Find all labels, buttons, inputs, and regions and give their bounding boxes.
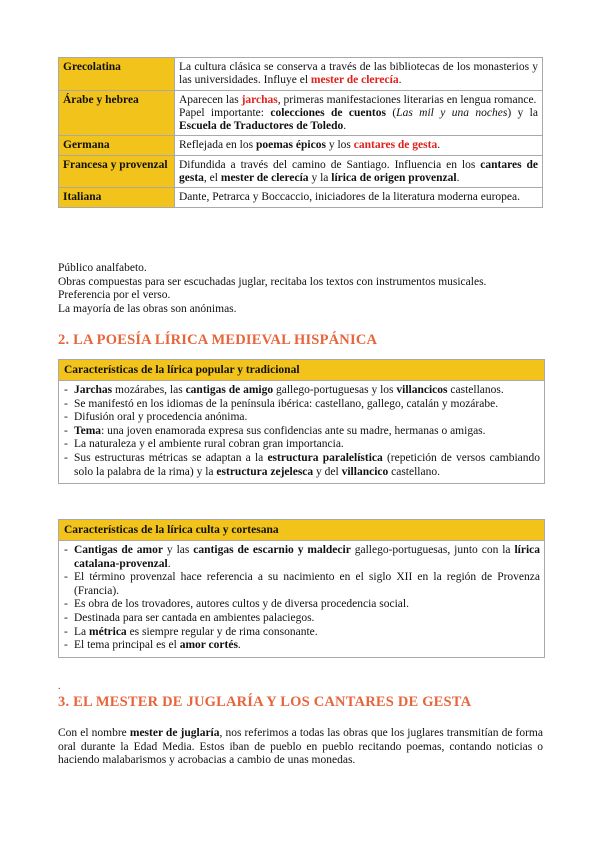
text-run: . bbox=[167, 557, 171, 570]
influence-name: Árabe y hebrea bbox=[59, 90, 175, 136]
text-run: El término provenzal hace referencia a su nacimiento en el siglo XII en la región de Provenza (Francia). bbox=[74, 571, 540, 597]
text-run: y la bbox=[308, 172, 332, 185]
influence-description bbox=[175, 188, 543, 207]
bold-term: estructura paralelística bbox=[267, 451, 383, 464]
text-run: mozárabes, las bbox=[112, 384, 186, 396]
text-run: La naturaleza y el ambiente rural cobran gran importancia. bbox=[74, 438, 344, 451]
text-run: , primeras manifestaciones literarias en lengua romance. bbox=[277, 93, 537, 106]
cult-lyric-list bbox=[59, 541, 544, 657]
notes-block bbox=[58, 262, 486, 316]
text-run: y los bbox=[325, 139, 354, 152]
text-run: . bbox=[398, 74, 402, 87]
note-line: Preferencia por el verso. bbox=[58, 289, 171, 301]
note-line: La mayoría de las obras son anónimas. bbox=[58, 302, 237, 315]
bold-term: Cantigas de amor bbox=[74, 544, 163, 556]
text-run: y del bbox=[313, 465, 342, 478]
text-run: Es obra de los trovadores, autores cultos y de diversa procedencia social. bbox=[74, 598, 409, 611]
text-run: . bbox=[456, 172, 460, 185]
text-run: , nos referimos a todas las obras que los juglares transmitían de forma oral durante la Edad Media. Estos iban de pueblo en pueblo recitando poemas, contando noticias o haciendo malabarismos y acrobacias a cambio de unas monedas. bbox=[58, 727, 543, 766]
highlight-term: mester de clerecía bbox=[310, 74, 399, 87]
text-run: Con el nombre bbox=[58, 727, 130, 739]
influence-row bbox=[59, 188, 543, 207]
bold-term: cantigas de escarnio y maldecir bbox=[193, 544, 351, 556]
bold-term: cantigas de amigo bbox=[185, 384, 274, 396]
influences-table bbox=[58, 57, 543, 208]
list-item bbox=[63, 544, 540, 571]
bold-term: lírica catalana-provenzal bbox=[74, 544, 541, 570]
bold-term: estructura zejelesca bbox=[216, 465, 314, 478]
text-run: ) y la bbox=[507, 106, 538, 119]
bold-term: colecciones de cuentos bbox=[270, 106, 386, 119]
list-item bbox=[63, 384, 540, 398]
bold-term: métrica bbox=[89, 625, 127, 638]
list-item bbox=[63, 571, 540, 598]
text-run: gallego-portuguesas, junto con la bbox=[350, 544, 515, 556]
text-run: : una joven enamorada expresa sus confidencias ante su madre, hermanas o amigas. bbox=[101, 424, 486, 437]
influence-row bbox=[59, 136, 543, 155]
text-run: ( bbox=[385, 106, 397, 119]
bold-term: lírica de origen provenzal bbox=[331, 172, 457, 185]
text-run: . bbox=[437, 139, 441, 152]
text-run: (repetición de versos cambiando solo la palabra de la rima) y la bbox=[74, 451, 541, 478]
note-line: Obras compuestas para ser escuchadas juglar, recitaba los textos con instrumentos musicales. bbox=[58, 275, 487, 288]
influence-row bbox=[59, 58, 543, 91]
section-3-paragraph bbox=[58, 727, 543, 768]
influence-row bbox=[59, 90, 543, 136]
popular-lyric-list bbox=[59, 381, 544, 483]
bold-term: Jarchas bbox=[74, 384, 113, 396]
influence-description bbox=[175, 90, 543, 136]
text-run: El tema principal es el bbox=[74, 639, 180, 652]
influence-name: Grecolatina bbox=[59, 58, 175, 91]
text-run: Papel importante: bbox=[179, 106, 271, 119]
text-run: , el bbox=[203, 172, 221, 185]
text-run: Reflejada en los bbox=[179, 139, 256, 152]
text-run: Sus estructuras métricas se adaptan a la bbox=[74, 451, 268, 464]
text-run: Dante, Petrarca y Boccaccio, iniciadores de la literatura moderna europea. bbox=[179, 191, 520, 204]
section-2-title: 2. LA POESÍA LÍRICA MEDIEVAL HISPÁNICA bbox=[58, 332, 378, 348]
italic-title: Las mil y una noches bbox=[396, 106, 508, 119]
cult-lyric-box-title: Características de la lírica culta y cortesana bbox=[59, 520, 544, 541]
text-run: Se manifestó en los idiomas de la península ibérica: castellano, gallego, catalán y mozárabe. bbox=[74, 397, 499, 410]
bold-term: villancicos bbox=[396, 384, 448, 396]
list-item bbox=[63, 425, 540, 439]
highlight-term: jarchas bbox=[241, 93, 278, 106]
text-run: . bbox=[237, 639, 241, 652]
list-item bbox=[63, 452, 540, 479]
text-run: La bbox=[74, 625, 90, 638]
list-item bbox=[63, 639, 540, 653]
stray-dot: . bbox=[58, 681, 61, 692]
text-run: Destinada para ser cantada en ambientes palaciegos. bbox=[74, 611, 315, 624]
bold-term: cantares de gesta bbox=[179, 158, 539, 185]
list-item bbox=[63, 438, 540, 452]
list-item bbox=[63, 398, 540, 412]
bold-term: amor cortés bbox=[179, 639, 238, 652]
influence-name: Francesa y provenzal bbox=[59, 155, 175, 188]
bold-term: Tema bbox=[74, 424, 102, 437]
text-run: La cultura clásica se conserva a través de las bibliotecas de los monasterios y las universidades. Influye el bbox=[179, 61, 538, 87]
cult-lyric-box bbox=[58, 519, 545, 658]
influence-description bbox=[175, 155, 543, 188]
text-run: . bbox=[343, 120, 347, 133]
influence-description bbox=[175, 136, 543, 155]
text-run: castellanos. bbox=[447, 384, 504, 396]
list-item bbox=[63, 612, 540, 626]
list-item bbox=[63, 626, 540, 640]
list-item bbox=[63, 411, 540, 425]
popular-lyric-box-title: Características de la lírica popular y tradicional bbox=[59, 360, 544, 381]
influence-description bbox=[175, 58, 543, 91]
popular-lyric-box bbox=[58, 359, 545, 484]
bold-term: poemas épicos bbox=[255, 139, 326, 152]
bold-term: mester de juglaría bbox=[129, 727, 220, 739]
influence-row bbox=[59, 155, 543, 188]
influence-name: Italiana bbox=[59, 188, 175, 207]
note-line: Público analfabeto. bbox=[58, 262, 147, 274]
text-run: Difusión oral y procedencia anónima. bbox=[74, 411, 248, 424]
influence-name: Germana bbox=[59, 136, 175, 155]
text-run: castellano. bbox=[388, 465, 440, 478]
highlight-term: cantares de gesta bbox=[353, 139, 438, 152]
bold-term: mester de clerecía bbox=[220, 172, 309, 185]
list-item bbox=[63, 598, 540, 612]
text-run: Aparecen las bbox=[179, 93, 242, 106]
bold-term: Escuela de Traductores de Toledo bbox=[179, 120, 344, 133]
text-run: es siempre regular y de rima consonante. bbox=[126, 625, 318, 638]
section-3-title: 3. EL MESTER DE JUGLARÍA Y LOS CANTARES DE GESTA bbox=[58, 694, 472, 710]
bold-term: villancico bbox=[341, 465, 389, 478]
text-run: Difundida a través del camino de Santiago. Influencia en los bbox=[179, 158, 481, 171]
text-run: gallego-portuguesas y los bbox=[273, 384, 397, 396]
text-run: y las bbox=[162, 544, 194, 556]
